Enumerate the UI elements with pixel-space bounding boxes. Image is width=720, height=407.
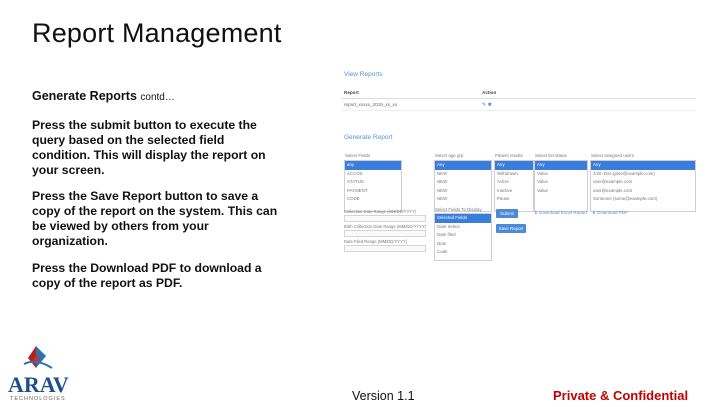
display-fields-listbox[interactable] xyxy=(434,213,492,261)
logo-text: ARAV xyxy=(8,372,69,397)
birth-date-field[interactable] xyxy=(344,230,426,237)
column-label: Patient results xyxy=(495,153,523,158)
table-header-report: Report xyxy=(344,90,359,95)
generate-report-link[interactable]: Generate Report xyxy=(344,134,393,141)
collection-date-label: Collection Date Range (MM/DD/YYYY) xyxy=(344,209,417,214)
list-item[interactable]: Value xyxy=(537,170,548,176)
table-cell-report[interactable]: report_xxxxx_2019_xx_xx xyxy=(344,102,398,107)
download-pdf-link[interactable] xyxy=(592,210,628,216)
list-item[interactable]: Active xyxy=(497,179,509,184)
list-item[interactable]: Note xyxy=(437,240,447,246)
collection-date-field[interactable] xyxy=(344,215,426,222)
list-item[interactable]: Date Select xyxy=(437,223,460,229)
list-item[interactable]: Value xyxy=(537,187,548,193)
download-pdf-label: Download PDF xyxy=(597,210,629,215)
logo-mark-icon xyxy=(6,338,78,402)
column-label: Select assigned users xyxy=(591,153,634,158)
version-label: Version 1.1 xyxy=(352,389,415,403)
company-logo xyxy=(6,338,78,402)
select-fields-listbox[interactable] xyxy=(344,160,402,212)
list-item[interactable]: NEW xyxy=(437,196,448,201)
list-item[interactable]: ACCOS xyxy=(347,170,363,176)
list-item[interactable]: Value xyxy=(537,179,548,184)
list-item[interactable]: NEW xyxy=(437,179,448,184)
list-item[interactable]: Any xyxy=(495,161,533,170)
list-item[interactable]: NEW xyxy=(437,187,448,193)
list-item[interactable]: Any xyxy=(535,161,587,170)
list-item[interactable]: Date filed xyxy=(437,232,456,237)
list-item[interactable]: user@example.com xyxy=(593,179,633,184)
list-item[interactable]: Withdrawn xyxy=(497,170,518,176)
save-report-button[interactable]: Save Report xyxy=(496,224,526,233)
instruction-submit: Press the submit button to execute the query based on the selected field condition. This will display the report on your screen. xyxy=(32,118,266,177)
display-fields-label: Select Fields To Display xyxy=(435,207,482,212)
list-status-listbox[interactable] xyxy=(534,160,588,212)
submit-button[interactable]: Submit xyxy=(496,209,518,218)
list-item[interactable]: STATUS xyxy=(347,179,364,184)
assigned-users-listbox[interactable] xyxy=(590,160,696,212)
list-item[interactable]: Inactive xyxy=(497,187,513,193)
table-header-action: Action xyxy=(482,90,497,95)
date-filed-field[interactable] xyxy=(344,245,426,252)
logo-subtext: TECHNOLOGIES xyxy=(10,396,66,402)
patient-results-listbox[interactable] xyxy=(494,160,534,212)
reports-table-header xyxy=(342,88,696,99)
list-item[interactable]: Any xyxy=(591,161,695,170)
list-item[interactable]: CODE xyxy=(347,196,360,201)
birth-date-label: Birth Collection Date Range (MM/DD/YYYY) xyxy=(344,224,427,229)
column-label: Select age grp xyxy=(435,153,464,158)
list-item[interactable]: Selected Fields xyxy=(435,214,491,223)
section-heading-text: Generate Reports xyxy=(32,89,137,103)
column-label: Select list status xyxy=(535,153,567,158)
section-heading-suffix: contd… xyxy=(140,92,175,103)
list-item[interactable]: John Doe (jdoe@example.com) xyxy=(593,170,655,176)
download-excel-label: Download Excel Report xyxy=(539,210,588,215)
view-reports-link[interactable]: View Reports xyxy=(344,71,383,78)
section-heading xyxy=(32,89,175,103)
list-item[interactable]: any xyxy=(345,161,401,170)
download-excel-link[interactable] xyxy=(534,210,587,216)
column-label: Select Fields xyxy=(345,153,371,158)
download-icon: ⬇ xyxy=(592,210,596,215)
instruction-download-pdf: Press the Download PDF to download a copy of the report as PDF. xyxy=(32,261,262,290)
report-ui-screenshot xyxy=(338,66,700,262)
list-item[interactable]: Any xyxy=(435,161,491,170)
confidentiality-label: Private & Confidential xyxy=(553,388,689,403)
list-item[interactable]: Someone (some@example.com) xyxy=(593,196,658,201)
list-item[interactable]: Code xyxy=(437,249,448,254)
list-item[interactable]: NEW xyxy=(437,170,448,176)
list-item[interactable]: PAYMENT xyxy=(347,187,368,193)
table-row xyxy=(342,100,696,111)
download-icon: ⬇ xyxy=(534,210,538,215)
list-item[interactable]: user@example.com xyxy=(593,187,633,193)
list-item[interactable]: Pause xyxy=(497,196,510,201)
instruction-save-report: Press the Save Report button to save a copy of the report on the system. This can be viewed by others from your organization. xyxy=(32,189,278,248)
select-age-listbox[interactable] xyxy=(434,160,492,212)
date-filed-label: Date Filed Range (MM/DD/YYYY) xyxy=(344,239,408,244)
table-cell-action[interactable]: ✎ ✖ xyxy=(482,102,492,108)
slide-title: Report Management xyxy=(32,18,282,48)
